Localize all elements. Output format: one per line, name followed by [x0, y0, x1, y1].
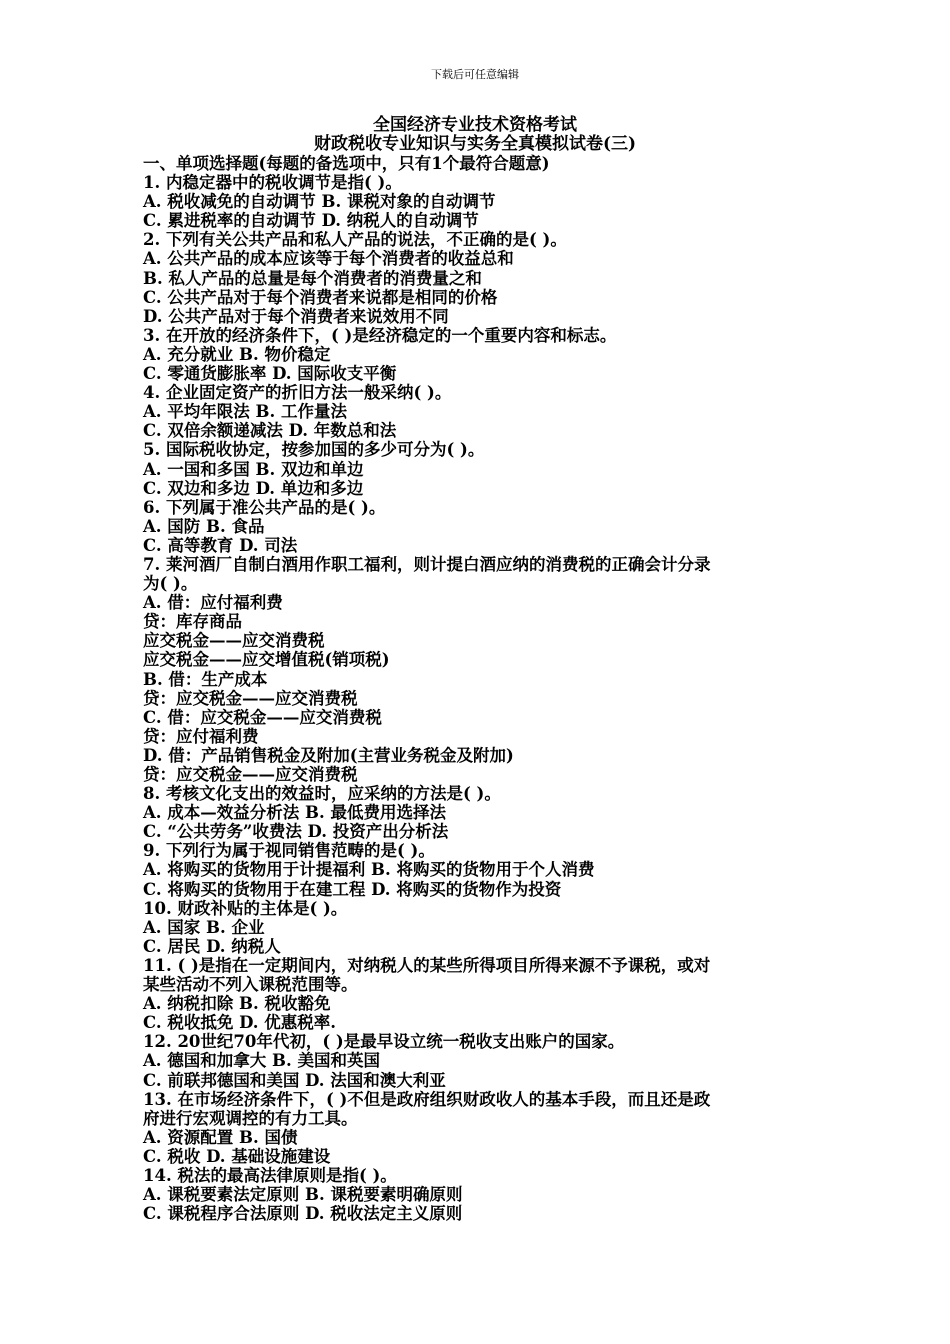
- text-line: 9. 下列行为属于视同销售范畴的是( )。: [143, 841, 435, 861]
- text-line: 2. 下列有关公共产品和私人产品的说法，不正确的是( )。: [143, 230, 567, 250]
- text-line: A. 成本—效益分析法 B. 最低费用选择法: [143, 803, 446, 823]
- text-line: C. 将购买的货物用于在建工程 D. 将购买的货物作为投资: [143, 879, 562, 899]
- text-line: 为( )。: [143, 574, 198, 594]
- text-line: A. 将购买的货物用于计提福利 B. 将购买的货物用于个人消费: [143, 860, 595, 880]
- text-line: B. 私人产品的总量是每个消费者的消费量之和: [143, 268, 482, 288]
- text-line: C. 前联邦德国和美国 D. 法国和澳大利亚: [143, 1070, 446, 1090]
- text-line: A. 国防 B. 食品: [143, 516, 265, 536]
- text-line: C. 高等教育 D. 司法: [143, 535, 298, 555]
- text-line: C. 双倍余额递减法 D. 年数总和法: [143, 421, 397, 441]
- text-line: A. 平均年限法 B. 工作量法: [143, 402, 347, 422]
- text-line: C. 居民 D. 纳税人: [143, 936, 281, 956]
- text-line: 6. 下列属于准公共产品的是( )。: [143, 497, 386, 517]
- text-line: C. 借：应交税金——应交消费税: [143, 707, 382, 727]
- text-line: 7. 莱河酒厂自制白酒用作职工福利，则计提白酒应纳的消费税的正确会计分录: [143, 554, 711, 574]
- text-line: 12. 20世纪70年代初，( )是最早设立统一税收支出账户的国家。: [143, 1032, 625, 1052]
- text-line: A. 资源配置 B. 国债: [143, 1127, 298, 1147]
- text-line: C. 课税程序合法原则 D. 税收法定主义原则: [143, 1204, 463, 1224]
- text-line: A. 国家 B. 企业: [143, 917, 265, 937]
- text-line: 贷：应交税金——应交消费税: [143, 688, 358, 708]
- text-line: C. 公共产品对于每个消费者来说都是相同的价格: [143, 287, 498, 307]
- text-line: 4. 企业固定资产的折旧方法一般采纳( )。: [143, 383, 452, 403]
- text-line: 贷：应付福利费: [143, 726, 259, 746]
- exam-title: 全国经济专业技术资格考试: [373, 115, 577, 135]
- text-line: 一、单项选择题(每题的备选项中，只有1个最符合题意): [143, 154, 550, 173]
- text-line: C. 税收 D. 基础设施建设: [143, 1146, 331, 1166]
- text-line: A. 课税要素法定原则 B. 课税要素明确原则: [143, 1185, 463, 1205]
- text-line: 14. 税法的最高法律原则是指( )。: [143, 1165, 397, 1185]
- text-line: 贷：库存商品: [143, 612, 242, 632]
- header-note: 下载后可任意编辑: [431, 68, 519, 81]
- question-body: [143, 154, 813, 1223]
- text-line: A. 一国和多国 B. 双边和单边: [143, 459, 364, 479]
- text-line: 5. 国际税收协定，按参加国的多少可分为( )。: [143, 440, 485, 460]
- text-line: A. 充分就业 B. 物价稳定: [143, 344, 331, 364]
- text-line: D. 公共产品对于每个消费者来说效用不同: [143, 306, 449, 326]
- text-line: A. 税收减免的自动调节 B. 课税对象的自动调节: [143, 192, 496, 212]
- text-line: 府进行宏观调控的有力工具。: [143, 1108, 358, 1128]
- text-line: C. 税收抵免 D. 优惠税率.: [143, 1013, 337, 1033]
- text-line: 应交税金——应交增值税(销项税): [143, 650, 390, 670]
- text-line: 1. 内稳定器中的税收调节是指( )。: [143, 173, 402, 193]
- text-line: 应交税金——应交消费税: [143, 631, 325, 651]
- text-line: A. 德国和加拿大 B. 美国和英国: [143, 1051, 380, 1071]
- text-line: 10. 财政补贴的主体是( )。: [143, 898, 348, 918]
- exam-subtitle: 财政税收专业知识与实务全真模拟试卷(三): [313, 134, 637, 154]
- text-line: A. 借：应付福利费: [143, 593, 283, 613]
- text-line: C. 累进税率的自动调节 D. 纳税人的自动调节: [143, 211, 479, 231]
- text-line: A. 纳税扣除 B. 税收豁免: [143, 994, 331, 1014]
- text-line: C. 双边和多边 D. 单边和多边: [143, 478, 364, 498]
- text-line: 贷：应交税金——应交消费税: [143, 765, 358, 784]
- text-line: D. 借：产品销售税金及附加(主营业务税金及附加): [143, 745, 514, 765]
- text-line: C. 零通货膨胀率 D. 国际收支平衡: [143, 364, 397, 384]
- text-line: 3. 在开放的经济条件下，( )是经济稳定的一个重要内容和标志。: [143, 325, 617, 345]
- text-line: A. 公共产品的成本应该等于每个消费者的收益总和: [143, 249, 514, 269]
- text-line: 11. ( )是指在一定期间内，对纳税人的某些所得项目所得来源不予课税，或对: [143, 955, 711, 975]
- text-line: B. 借：生产成本: [143, 669, 268, 689]
- text-line: 8. 考核文化支出的效益时，应采纳的方法是( )。: [143, 784, 501, 804]
- text-line: C. “公共劳务”收费法 D. 投资产出分析法: [143, 822, 449, 842]
- text-line: 13. 在市场经济条件下，( )不但是政府组织财政收人的基本手段，而且还是政: [143, 1089, 711, 1109]
- text-line: 某些活动不列入课税范围等。: [143, 975, 358, 995]
